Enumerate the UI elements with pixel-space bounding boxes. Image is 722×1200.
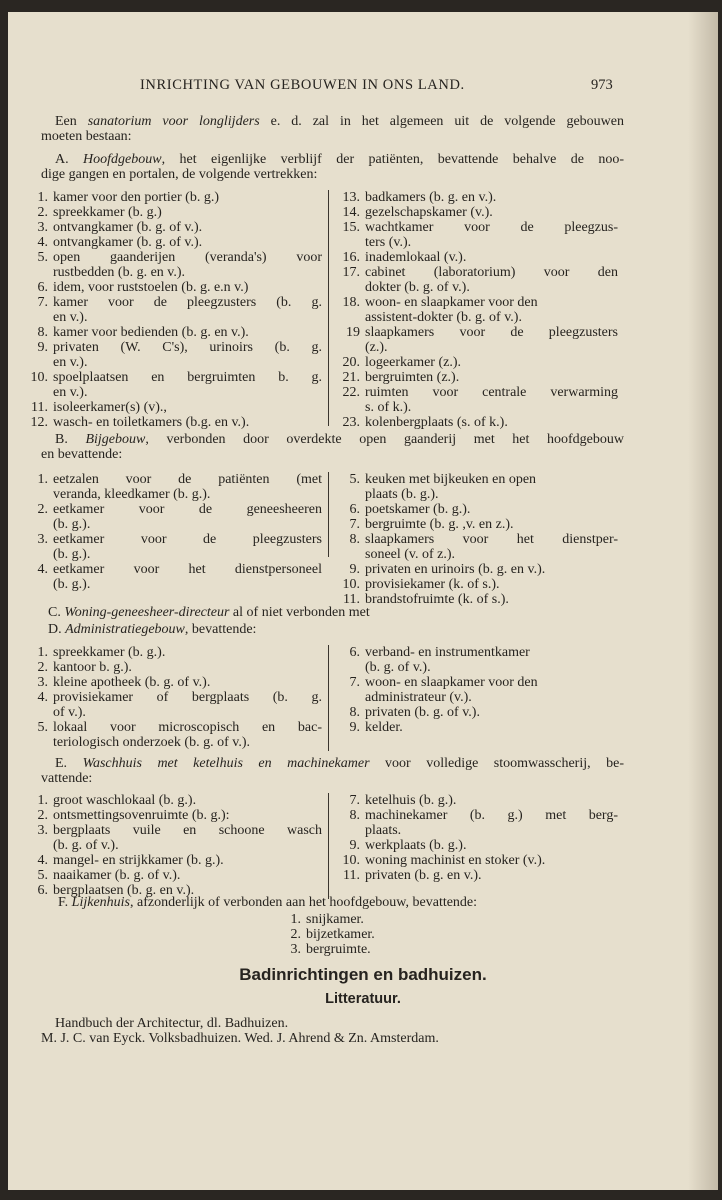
item-text xyxy=(365,295,618,325)
item-text-line: slaapkamers voor de pleegzusters xyxy=(365,325,618,340)
item-text xyxy=(53,868,322,883)
item-number: 11. xyxy=(343,868,360,883)
item-text-line: eetkamer voor de geneesheeren xyxy=(53,502,322,517)
item-number: 9. xyxy=(349,562,360,577)
item-text xyxy=(365,705,618,720)
list-item xyxy=(334,577,618,592)
list-item xyxy=(334,720,618,735)
item-text-line: woon- en slaapkamer voor den xyxy=(365,675,538,690)
list-item xyxy=(334,532,618,562)
item-text-line: kolenbergplaats (s. of k.). xyxy=(365,415,508,430)
item-text-line: mangel- en strijkkamer (b. g.). xyxy=(53,853,224,868)
item-text xyxy=(53,675,322,690)
item-text-line: ters (v.). xyxy=(365,235,412,250)
item-text xyxy=(365,577,618,592)
list-item xyxy=(22,502,322,532)
item-number: 3. xyxy=(37,823,48,838)
item-number: 7. xyxy=(349,517,360,532)
item-text-line: brandstofruimte (k. of s.). xyxy=(365,592,509,607)
item-text xyxy=(365,205,618,220)
item-text xyxy=(365,562,618,577)
item-number: 4. xyxy=(37,853,48,868)
item-text-line: woon- en slaapkamer voor den xyxy=(365,295,538,310)
item-text-line: en v.). xyxy=(53,385,88,400)
item-text-line: eetkamer voor de pleegzusters xyxy=(53,532,322,547)
section-f-title: Lijkenhuis xyxy=(71,895,131,910)
literature-entry-1: Handbuch der Architectur, dl. Badhuizen. xyxy=(55,1016,289,1031)
item-text-line: slaapkamers voor het dienstper- xyxy=(365,532,618,547)
item-text-line: eetzalen voor de patiënten (met xyxy=(53,472,322,487)
item-number: 10. xyxy=(342,853,360,868)
item-number: 5. xyxy=(37,868,48,883)
item-text-line: lokaal voor microscopisch en bac- xyxy=(53,720,322,735)
item-number: 7. xyxy=(349,675,360,690)
item-text-line: plaats. xyxy=(365,823,402,838)
item-text-line: bergruimte (b. g. ,v. en z.). xyxy=(365,517,514,532)
item-number: 2. xyxy=(290,927,301,942)
item-text xyxy=(365,265,618,295)
item-text-line: privaten (W. C's), urinoirs (b. g. xyxy=(53,340,322,355)
section-b-left-list xyxy=(22,472,322,602)
list-item xyxy=(22,400,322,415)
item-text xyxy=(53,205,322,220)
item-text xyxy=(53,660,322,675)
item-text-line: keuken met bijkeuken en open xyxy=(365,472,537,487)
item-text xyxy=(365,532,618,562)
list-item xyxy=(334,868,618,883)
item-number: 8. xyxy=(349,808,360,823)
item-text-line: (b. g.). xyxy=(53,517,91,532)
item-text xyxy=(365,720,618,735)
sanatorium-term: sanatorium voor longlijders xyxy=(87,114,260,129)
item-text xyxy=(365,838,618,853)
list-item xyxy=(334,370,618,385)
item-text-line: ontsmettingsovenruimte (b. g.): xyxy=(53,808,230,823)
list-item xyxy=(263,912,513,927)
item-text-line: groot waschlokaal (b. g.). xyxy=(53,793,197,808)
item-text-line: machinekamer (b. g.) met berg- xyxy=(365,808,618,823)
section-c-line: C. Woning-geneesheer-directeur al of niet verbonden met xyxy=(48,605,370,620)
section-a-line-2: dige gangen en portalen, de volgende vertrekken: xyxy=(41,167,318,182)
item-number: 19 xyxy=(346,325,360,340)
item-text-line: inademlokaal (v.). xyxy=(365,250,467,265)
item-text xyxy=(53,720,322,750)
item-text-line: (b. g. of v.). xyxy=(365,660,431,675)
item-text xyxy=(53,235,322,250)
item-number: 15. xyxy=(342,220,360,235)
item-text-line: rustbedden (b. g. en v.). xyxy=(53,265,186,280)
item-text-line: ontvangkamer (b. g. of v.). xyxy=(53,220,203,235)
item-text-line: bergplaats vuile en schoone wasch xyxy=(53,823,322,838)
item-number: 2. xyxy=(37,502,48,517)
section-a-right-list xyxy=(334,190,618,430)
section-e-title: Waschhuis met ketelhuis en machinekamer xyxy=(82,756,370,771)
item-number: 16. xyxy=(342,250,360,265)
running-header: INRICHTING VAN GEBOUWEN IN ONS LAND. xyxy=(140,77,465,93)
item-number: 2. xyxy=(37,808,48,823)
item-text xyxy=(365,502,618,517)
item-text-line: (b. g.). xyxy=(53,547,91,562)
item-number: 1. xyxy=(37,190,48,205)
list-item xyxy=(334,472,618,502)
list-item xyxy=(334,562,618,577)
list-item xyxy=(334,793,618,808)
list-item xyxy=(334,645,618,675)
item-text-line: soneel (v. of z.). xyxy=(365,547,456,562)
item-number: 23. xyxy=(342,415,360,430)
item-number: 1. xyxy=(37,793,48,808)
list-item xyxy=(334,250,618,265)
item-text xyxy=(53,808,322,823)
item-text-line: cabinet (laboratorium) voor den xyxy=(365,265,618,280)
item-text-line: bergplaatsen (b. g. en v.). xyxy=(53,883,195,898)
list-item xyxy=(334,838,618,853)
item-text: snijkamer. xyxy=(306,912,364,927)
item-text-line: privaten (b. g. en v.). xyxy=(365,868,482,883)
item-number: 20. xyxy=(342,355,360,370)
item-number: 8. xyxy=(37,325,48,340)
item-text xyxy=(365,415,618,430)
list-item xyxy=(334,205,618,220)
item-text-line: open gaanderijen (veranda's) voor xyxy=(53,250,322,265)
item-number: 3. xyxy=(290,942,301,957)
item-text-line: (z.). xyxy=(365,340,388,355)
item-text xyxy=(365,853,618,868)
item-text-line: ontvangkamer (b. g. of v.). xyxy=(53,235,203,250)
item-text-line: privaten (b. g. of v.). xyxy=(365,705,480,720)
item-number: 10. xyxy=(30,370,48,385)
section-a-divider xyxy=(328,190,329,426)
section-a-columns xyxy=(22,190,624,430)
item-text-line: plaats (b. g.). xyxy=(365,487,439,502)
item-number: 1. xyxy=(37,645,48,660)
list-item xyxy=(22,190,322,205)
section-e-divider xyxy=(328,793,329,899)
list-item xyxy=(22,808,322,823)
item-text xyxy=(53,295,322,325)
section-a-left-list xyxy=(22,190,322,430)
literature-entry-2: M. J. C. van Eyck. Volksbadhuizen. Wed. J. Ahrend & Zn. Amsterdam. xyxy=(41,1031,439,1046)
list-item xyxy=(334,517,618,532)
item-text-line: naaikamer (b. g. of v.). xyxy=(53,868,181,883)
item-text-line: bergruimten (z.). xyxy=(365,370,460,385)
list-item xyxy=(334,385,618,415)
item-text-line: privaten en urinoirs (b. g. en v.). xyxy=(365,562,546,577)
item-text-line: spoelplaatsen en bergruimten b. g. xyxy=(53,370,322,385)
item-number: 5. xyxy=(37,720,48,735)
item-text xyxy=(365,793,618,808)
item-text xyxy=(365,868,618,883)
item-text xyxy=(365,220,618,250)
item-number: 14. xyxy=(342,205,360,220)
item-number: 9. xyxy=(349,838,360,853)
section-b-line-2: en bevattende: xyxy=(41,447,123,462)
item-text-line: wasch- en toiletkamers (b.g. en v.). xyxy=(53,415,250,430)
item-number: 4. xyxy=(37,235,48,250)
list-item xyxy=(22,868,322,883)
item-number: 13. xyxy=(342,190,360,205)
item-number: 1. xyxy=(290,912,301,927)
item-text-line: (b. g.). xyxy=(53,577,91,592)
list-item xyxy=(22,220,322,235)
section-b-columns xyxy=(22,472,624,607)
item-number: 1. xyxy=(37,472,48,487)
section-c-title: Woning-geneesheer-directeur xyxy=(64,605,230,620)
item-number: 18. xyxy=(342,295,360,310)
item-number: 9. xyxy=(349,720,360,735)
section-b-line-1: B. Bijgebouw, verbonden door overdekte open gaanderij met het hoofdgebouw xyxy=(55,432,625,447)
item-text xyxy=(53,793,322,808)
item-text xyxy=(53,472,322,502)
list-item xyxy=(22,325,322,340)
item-text-line: assistent-dokter (b. g. of v.). xyxy=(365,310,522,325)
item-text-line: werkplaats (b. g.). xyxy=(365,838,467,853)
item-text xyxy=(365,645,618,675)
item-text xyxy=(53,645,322,660)
item-text xyxy=(365,675,618,705)
list-item xyxy=(22,205,322,220)
item-number: 7. xyxy=(37,295,48,310)
item-text xyxy=(53,532,322,562)
page-number: 973 xyxy=(591,77,613,93)
section-f-line: F. Lijkenhuis, afzonderlijk of verbonden aan het hoofdgebouw, bevattende: xyxy=(58,895,478,910)
item-text-line: logeerkamer (z.). xyxy=(365,355,461,370)
list-item xyxy=(22,823,322,853)
section-f-list xyxy=(263,912,513,957)
section-a-intro xyxy=(41,152,624,182)
item-number: 5. xyxy=(349,472,360,487)
literature-heading: Litteratuur. xyxy=(325,991,401,1007)
list-item xyxy=(22,472,322,502)
item-text xyxy=(365,517,618,532)
list-item xyxy=(22,562,322,592)
list-item xyxy=(22,295,322,325)
list-item xyxy=(22,370,322,400)
item-text xyxy=(53,400,322,415)
item-text xyxy=(365,385,618,415)
list-item xyxy=(22,415,322,430)
item-number: 2. xyxy=(37,660,48,675)
list-item xyxy=(22,793,322,808)
item-number: 3. xyxy=(37,220,48,235)
list-item xyxy=(22,720,322,750)
item-number: 8. xyxy=(349,705,360,720)
list-item xyxy=(334,808,618,838)
section-d-line: D. Administratiegebouw, bevattende: xyxy=(48,622,257,637)
item-text xyxy=(365,325,618,355)
item-text-line: poetskamer (b. g.). xyxy=(365,502,471,517)
item-number: 9. xyxy=(37,340,48,355)
item-text-line: en v.). xyxy=(53,355,88,370)
item-text-line: provisiekamer (k. of s.). xyxy=(365,577,500,592)
section-e-columns xyxy=(22,793,624,899)
item-text-line: teriologisch onderzoek (b. g. of v.). xyxy=(53,735,250,750)
item-text-line: spreekkamer (b. g.) xyxy=(53,205,162,220)
item-text-line: isoleerkamer(s) (v)., xyxy=(53,400,167,415)
item-text-line: veranda, kleedkamer (b. g.). xyxy=(53,487,211,502)
item-text xyxy=(53,280,322,295)
item-text-line: spreekkamer (b. g.). xyxy=(53,645,166,660)
section-d-right-list xyxy=(334,645,618,751)
item-text xyxy=(365,250,618,265)
item-text xyxy=(53,340,322,370)
item-text xyxy=(365,472,618,502)
item-number: 10. xyxy=(342,577,360,592)
item-text-line: wachtkamer voor de pleegzus- xyxy=(365,220,618,235)
item-text-line: kelder. xyxy=(365,720,403,735)
section-d-divider xyxy=(328,645,329,751)
section-d-title: Administratiegebouw xyxy=(65,622,185,637)
item-text-line: idem, voor ruststoelen (b. g. e.n v.) xyxy=(53,280,249,295)
intro-paragraph xyxy=(41,114,624,144)
section-d-left-list xyxy=(22,645,322,751)
section-b-title: Bijgebouw xyxy=(85,432,146,447)
section-e-line-2: vattende: xyxy=(41,771,93,786)
list-item xyxy=(334,265,618,295)
section-a-line-1: A. Hoofdgebouw, het eigenlijke verblijf der patiënten, bevattende behalve de noo- xyxy=(55,152,624,167)
item-text xyxy=(53,690,322,720)
item-text: bergruimte. xyxy=(306,942,371,957)
item-text-line: provisiekamer of bergplaats (b. g. xyxy=(53,690,322,705)
list-item xyxy=(263,942,513,957)
item-text-line: of v.). xyxy=(53,705,86,720)
item-text-line: dokter (b. g. of v.). xyxy=(365,280,470,295)
list-item xyxy=(334,853,618,868)
item-number: 6. xyxy=(349,645,360,660)
item-number: 2. xyxy=(37,205,48,220)
section-e-line-1: E. Waschhuis met ketelhuis en machinekamer voor volledige stoomwasscherij, be- xyxy=(55,756,624,771)
list-item xyxy=(22,690,322,720)
item-text-line: woning machinist en stoker (v.). xyxy=(365,853,546,868)
item-text xyxy=(365,370,618,385)
item-text-line: kantoor b. g.). xyxy=(53,660,132,675)
list-item xyxy=(22,250,322,280)
section-a-title: Hoofdgebouw xyxy=(83,152,162,167)
item-text-line: verband- en instrumentkamer xyxy=(365,645,530,660)
list-item xyxy=(334,220,618,250)
item-text xyxy=(365,190,618,205)
item-number: 12. xyxy=(30,415,48,430)
list-item xyxy=(334,675,618,705)
list-item xyxy=(334,415,618,430)
item-text-line: ketelhuis (b. g.). xyxy=(365,793,457,808)
list-item xyxy=(22,675,322,690)
item-number: 3. xyxy=(37,532,48,547)
section-b-divider xyxy=(328,472,329,557)
item-text xyxy=(53,823,322,853)
item-number: 11. xyxy=(31,400,48,415)
item-text-line: kamer voor den portier (b. g.) xyxy=(53,190,219,205)
item-text xyxy=(53,502,322,532)
list-item xyxy=(22,340,322,370)
item-number: 8. xyxy=(349,532,360,547)
item-number: 21. xyxy=(342,370,360,385)
list-item xyxy=(22,235,322,250)
item-text: bijzetkamer. xyxy=(306,927,375,942)
book-page xyxy=(8,12,718,1190)
item-text-line: badkamers (b. g. en v.). xyxy=(365,190,497,205)
list-item xyxy=(22,532,322,562)
item-number: 3. xyxy=(37,675,48,690)
item-number: 11. xyxy=(343,592,360,607)
list-item xyxy=(334,355,618,370)
item-number: 6. xyxy=(37,883,48,898)
item-text-line: kamer voor bedienden (b. g. en v.). xyxy=(53,325,249,340)
list-item xyxy=(263,927,513,942)
item-text-line: eetkamer voor het dienstpersoneel xyxy=(53,562,322,577)
item-text-line: s. of k.). xyxy=(365,400,412,415)
item-text xyxy=(365,808,618,838)
item-text xyxy=(53,853,322,868)
list-item xyxy=(22,660,322,675)
item-text xyxy=(53,325,322,340)
item-text xyxy=(365,355,618,370)
item-number: 4. xyxy=(37,690,48,705)
intro-line-2: moeten bestaan: xyxy=(41,129,132,144)
item-text-line: kleine apotheek (b. g. of v.). xyxy=(53,675,211,690)
item-text-line: ruimten voor centrale verwarming xyxy=(365,385,618,400)
list-item xyxy=(22,645,322,660)
item-text-line: gezelschapskamer (v.). xyxy=(365,205,493,220)
section-e-intro xyxy=(41,756,624,786)
section-b-intro xyxy=(41,432,624,462)
item-text xyxy=(53,370,322,400)
list-item xyxy=(334,190,618,205)
section-b-right-list xyxy=(334,472,618,607)
item-text xyxy=(53,562,322,592)
item-text-line: (b. g. of v.). xyxy=(53,838,119,853)
list-item xyxy=(22,853,322,868)
item-text-line: administrateur (v.). xyxy=(365,690,472,705)
item-text xyxy=(53,190,322,205)
item-text-line: en v.). xyxy=(53,310,88,325)
item-number: 6. xyxy=(37,280,48,295)
section-e-right-list xyxy=(334,793,618,899)
list-item xyxy=(334,295,618,325)
list-item xyxy=(334,705,618,720)
item-number: 6. xyxy=(349,502,360,517)
item-number: 22. xyxy=(342,385,360,400)
list-item xyxy=(334,502,618,517)
section-heading: Badinrichtingen en badhuizen. xyxy=(239,965,487,984)
item-number: 7. xyxy=(349,793,360,808)
item-number: 4. xyxy=(37,562,48,577)
list-item xyxy=(22,280,322,295)
item-text xyxy=(53,250,322,280)
intro-line-1: Een sanatorium voor longlijders e. d. zal in het algemeen uit de volgende gebouwen xyxy=(55,114,624,129)
section-d-columns xyxy=(22,645,624,751)
list-item xyxy=(334,325,618,355)
item-text-line: kamer voor de pleegzusters (b. g. xyxy=(53,295,322,310)
item-number: 17. xyxy=(342,265,360,280)
item-number: 5. xyxy=(37,250,48,265)
item-text xyxy=(53,220,322,235)
section-e-left-list xyxy=(22,793,322,899)
item-text xyxy=(53,415,322,430)
